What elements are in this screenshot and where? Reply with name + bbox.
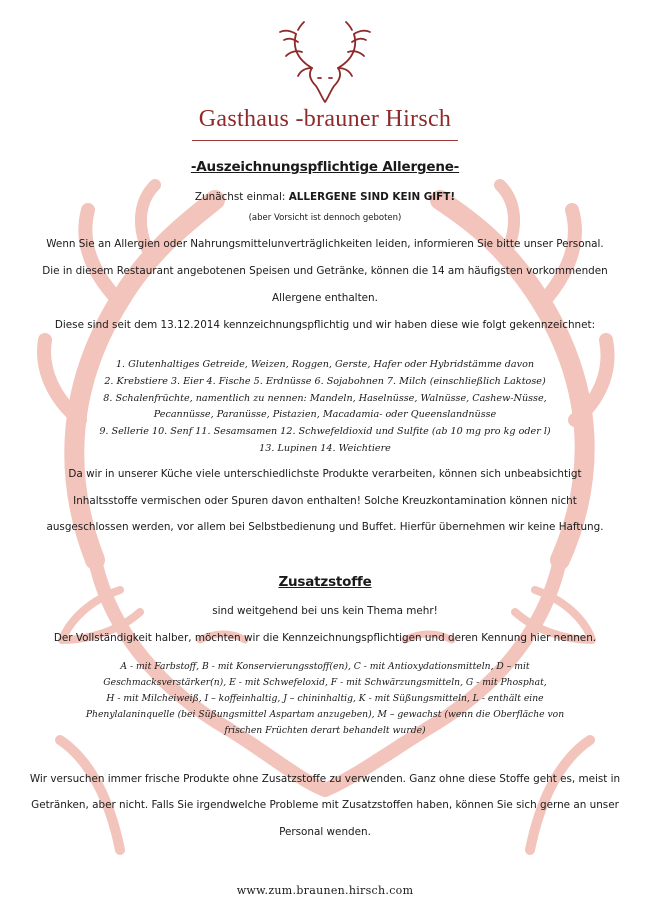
brand-underline: [192, 140, 458, 141]
additives-sub: sind weitgehend bei uns kein Thema mehr!: [212, 605, 438, 617]
intro-line: Die in diesem Restaurant angebotenen Speisen und Getränke, können die 14 am häufigsten vorkommenden: [42, 265, 608, 277]
allergen-list-line: 9. Sellerie 10. Senf 11. Sesamsamen 12. Schwefeldioxid und Sulfite (ab 10 mg pro kg oder l): [99, 426, 551, 437]
cross-contamination-line: Da wir in unserer Küche viele unterschiedlichste Produkte verarbeiten, können sich unbeabsichtigt: [68, 468, 582, 480]
additive-list-line: H - mit Milcheiweiß, I – koffeinhaltig, J – chininhaltig, K - mit Süßungsmitteln, L - enthält eine: [106, 693, 544, 704]
lead-emphasis: ALLERGENE SIND KEIN GIFT!: [288, 191, 456, 203]
intro-line: Allergene enthalten.: [272, 292, 378, 304]
additive-list-line: Geschmacksverstärker(n), E - mit Schwefeloxid, F - mit Schwärzungsmitteln, G - mit Phosphat,: [103, 677, 547, 688]
closing-line: Personal wenden.: [279, 826, 371, 838]
closing-line: Wir versuchen immer frische Produkte ohne Zusatzstoffe zu verwenden. Ganz ohne diese Stoffe geht es, meist in: [29, 773, 621, 785]
stag-logo-icon: [180, 18, 470, 108]
allergen-list-line: 2. Krebstiere 3. Eier 4. Fische 5. Erdnüsse 6. Sojabohnen 7. Milch (einschließlich Laktose): [104, 376, 546, 387]
allergen-list-line: 8. Schalenfrüchte, namentlich zu nennen: Mandeln, Haselnüsse, Walnüsse, Cashew-Nüsse,: [103, 393, 547, 404]
closing-line: Getränken, aber nicht. Falls Sie irgendwelche Probleme mit Zusatzstoffen haben, können Sie sich gerne an unser: [31, 799, 619, 811]
additive-list-line: Phenylalaninquelle (bei Süßungsmittel Aspartam anzugeben), M – gewachst (wenn die Oberfläche von: [85, 709, 565, 720]
additives-heading: Zusatzstoffe: [278, 574, 372, 590]
allergen-list-line: 13. Lupinen 14. Weichtiere: [259, 443, 391, 454]
lead-prefix: Zunächst einmal:: [194, 191, 289, 203]
additive-list-line: A - mit Farbstoff, B - mit Konservierungsstoff(en), C - mit Antioxydationsmitteln, D – mit: [120, 661, 530, 672]
brand-name: Gasthaus -brauner Hirsch: [198, 106, 452, 132]
intro-line: Diese sind seit dem 13.12.2014 kennzeichnungspflichtig und wir haben diese wie folgt gekennzeichnet:: [54, 319, 596, 331]
allergens-lead: [0, 189, 650, 205]
cross-contamination-line: Inhaltsstoffe vermischen oder Spuren davon enthalten! Solche Kreuzkontamination können nicht: [73, 495, 577, 507]
additives-intro: Der Vollständigkeit halber, möchten wir die Kennzeichnungspflichtigen und deren Kennung hier nennen.: [53, 632, 597, 644]
logo: [180, 18, 470, 143]
allergens-note: (aber Vorsicht ist dennoch geboten): [248, 213, 402, 223]
allergen-list-line: Pecannüsse, Paranüsse, Pistazien, Macadamia- oder Queenslandnüsse: [153, 409, 497, 420]
additive-list-line: frischen Früchten derart behandelt wurde): [224, 725, 426, 736]
cross-contamination-line: ausgeschlossen werden, vor allem bei Selbstbedienung und Buffet. Hierfür übernehmen wir keine Haftung.: [46, 521, 604, 533]
allergens-heading: -Auszeichnungspflichtige Allergene-: [190, 159, 460, 175]
intro-line: Wenn Sie an Allergien oder Nahrungsmittelunverträglichkeiten leiden, informieren Sie bitte unser Personal.: [46, 238, 604, 250]
allergen-list-line: 1. Glutenhaltiges Getreide, Weizen, Roggen, Gerste, Hafer oder Hybridstämme davon: [115, 359, 535, 370]
footer-url: www.zum.braunen.hirsch.com: [236, 884, 414, 897]
